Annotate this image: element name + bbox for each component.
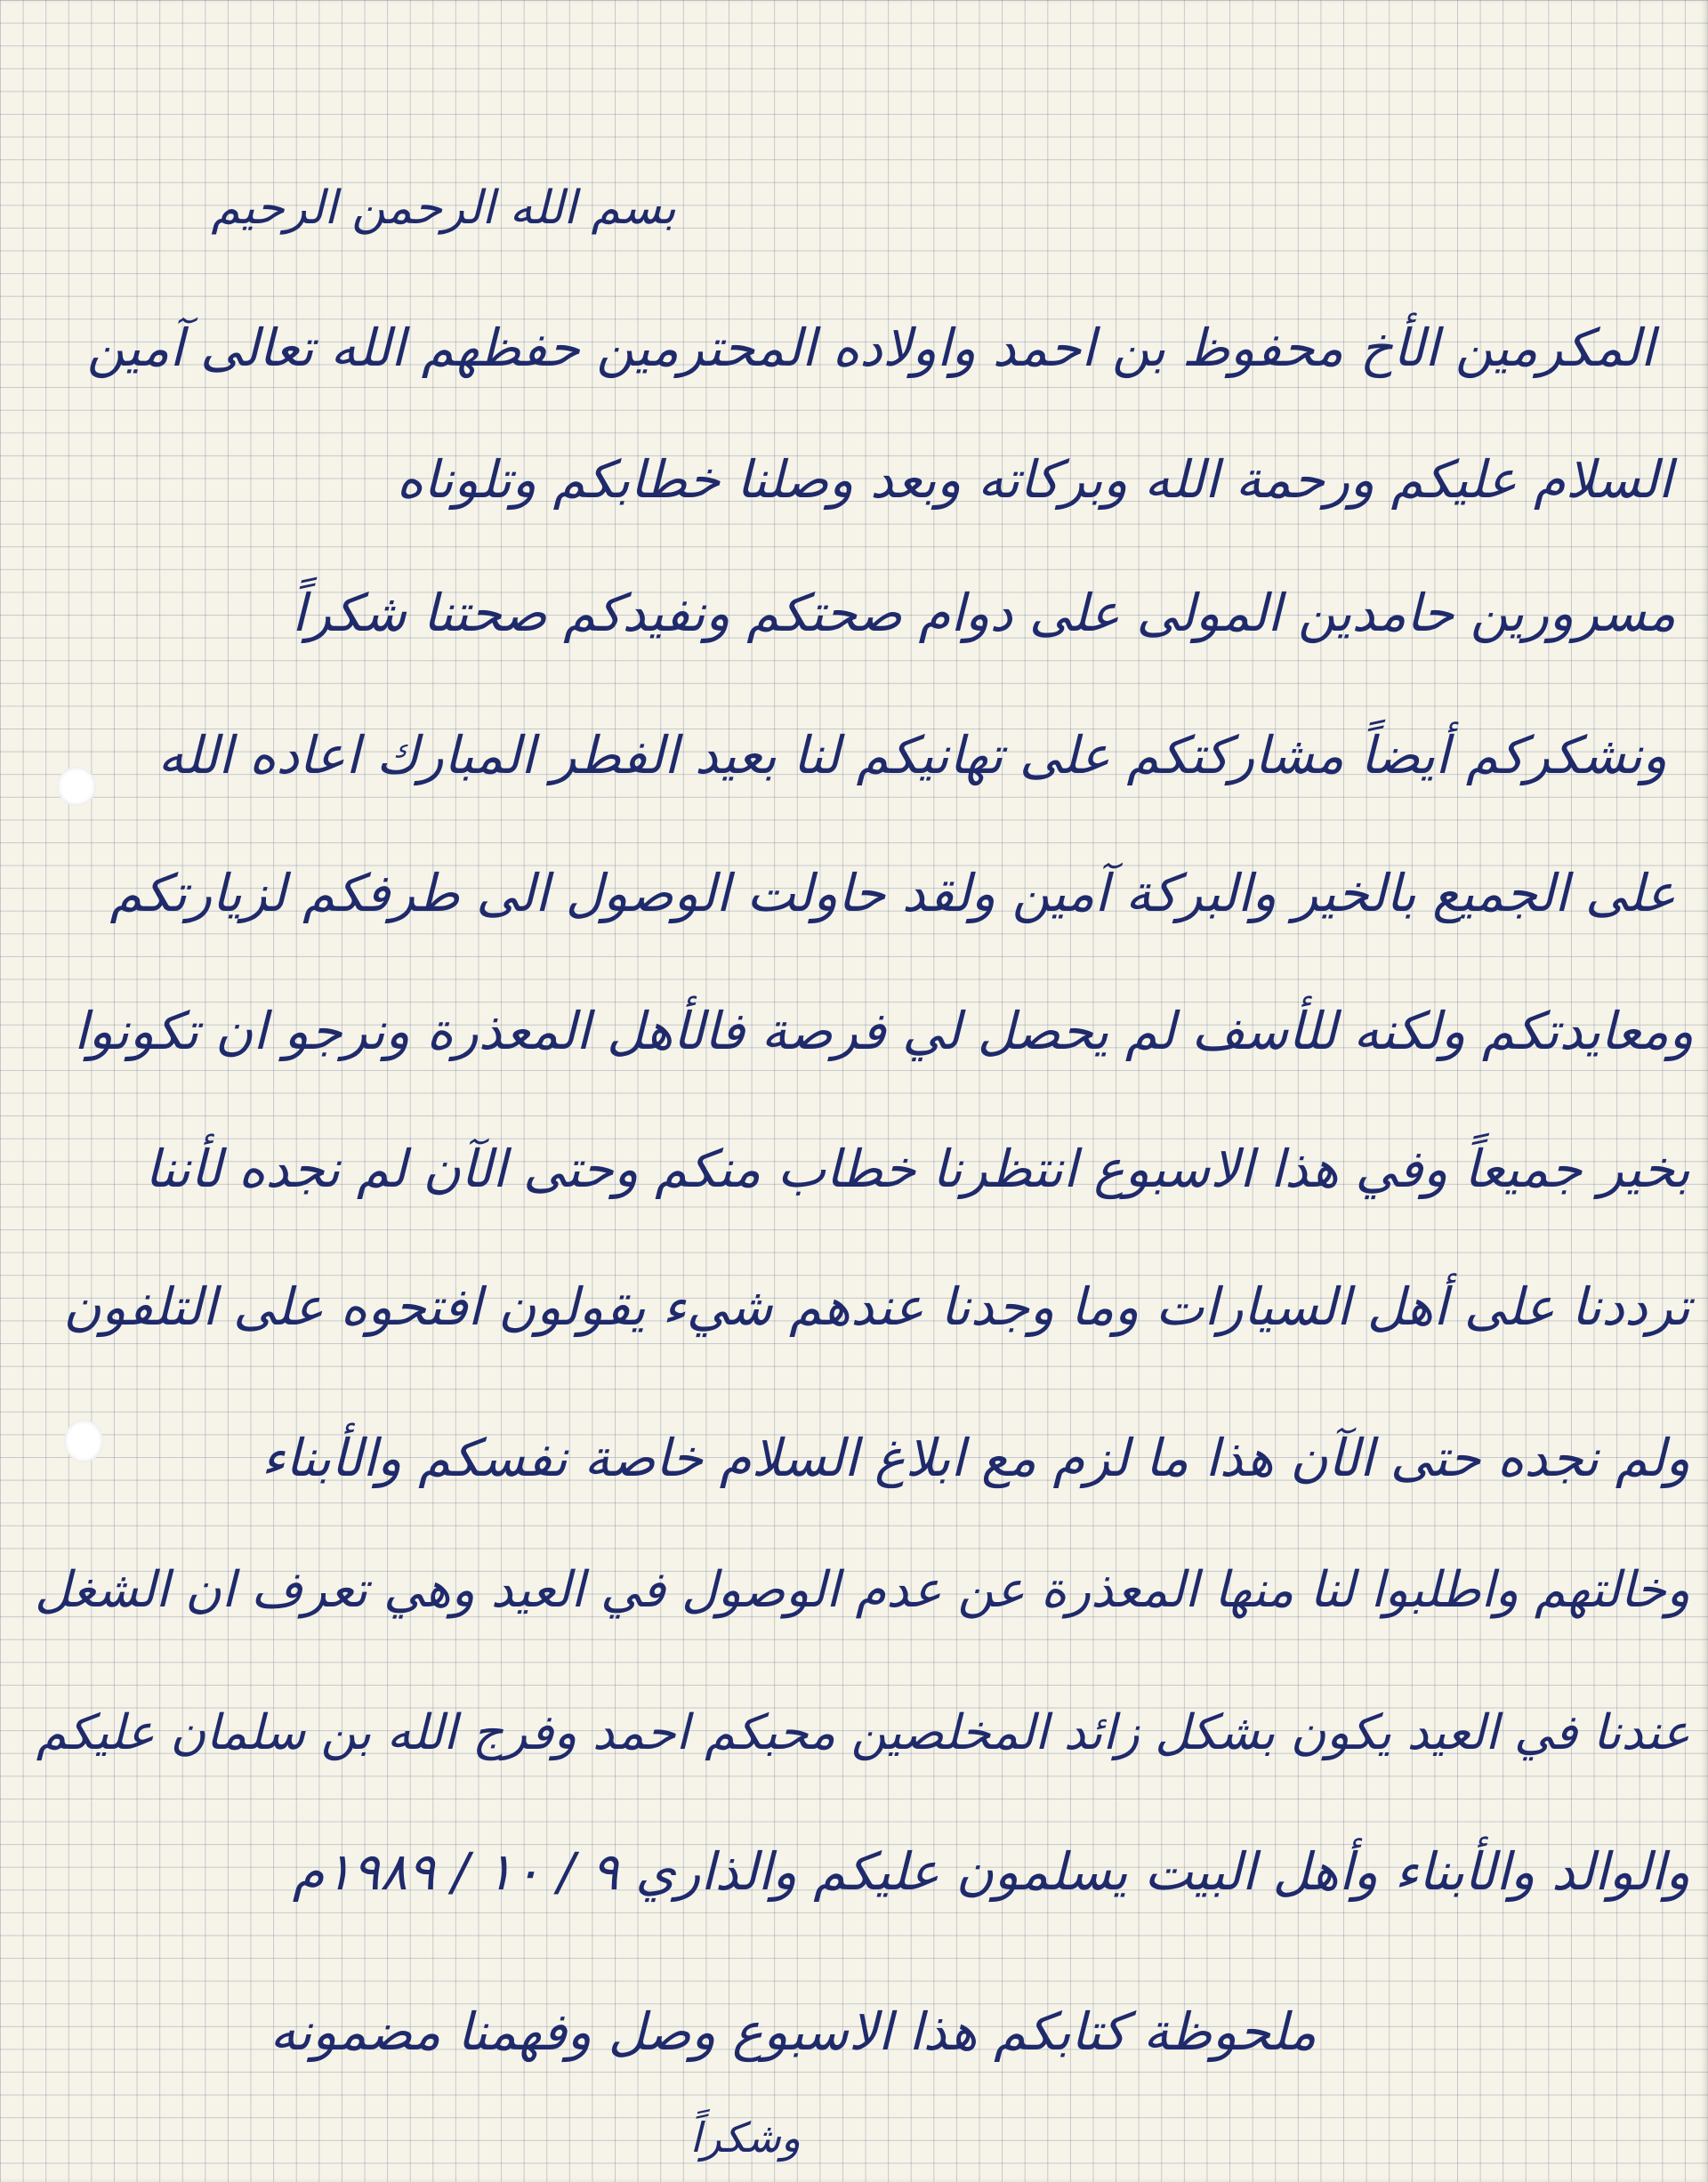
letter-line-10: وخالتهم واطلبوا لنا منها المعذرة عن عدم الوصول في العيد وهي تعرف ان الشغل xyxy=(34,1561,1690,1619)
punch-hole xyxy=(57,767,96,806)
letter-line-4: ونشكركم أيضاً مشاركتكم على تهانيكم لنا بعيد الفطر المبارك اعاده الله xyxy=(157,725,1667,785)
letter-line-12: والوالد والأبناء وأهل البيت يسلمون عليكم والذاري ٩ / ١٠ / ١٩٨٩م xyxy=(292,1841,1690,1902)
punch-hole xyxy=(64,1420,103,1462)
letter-line-6: ومعايدتكم ولكنه للأسف لم يحصل لي فرصة فالأهل المعذرة ونرجو ان تكونوا xyxy=(74,1001,1694,1061)
letter-line-8: ترددنا على أهل السيارات وما وجدنا عندهم شيء يقولون افتحوه على التلفون xyxy=(63,1276,1690,1337)
letter-line-5: على الجميع بالخير والبركة آمين ولقد حاولت الوصول الى طرفكم لزيارتكم xyxy=(109,863,1676,923)
letter-line-3: مسرورين حامدين المولى على دوام صحتكم ونفيدكم صحتنا شكراً xyxy=(292,583,1676,643)
postscript-note: ملحوظة كتابكم هذا الاسبوع وصل وفهمنا مضمونه xyxy=(270,2001,1317,2062)
letter-line-1: المكرمين الأخ محفوظ بن احمد واولاده المحترمين حفظهم الله تعالى آمين xyxy=(86,318,1655,378)
basmala-heading: بسم الله الرحمن الرحيم xyxy=(211,181,676,235)
letter-line-7: بخير جميعاً وفي هذا الاسبوع انتظرنا خطاب منكم وحتى الآن لم نجده لأننا xyxy=(144,1139,1690,1199)
closing-thanks: وشكراً xyxy=(689,2114,801,2162)
letter-line-2: السلام عليكم ورحمة الله وبركاته وبعد وصلنا خطابكم وتلوناه xyxy=(396,449,1672,510)
letter-line-9: ولم نجده حتى الآن هذا ما لزم مع ابلاغ السلام خاصة نفسكم والأبناء xyxy=(261,1428,1690,1488)
letter-line-11: عندنا في العيد يكون بشكل زائد المخلصين محبكم احمد وفرج الله بن سلمان عليكم xyxy=(36,1703,1690,1760)
